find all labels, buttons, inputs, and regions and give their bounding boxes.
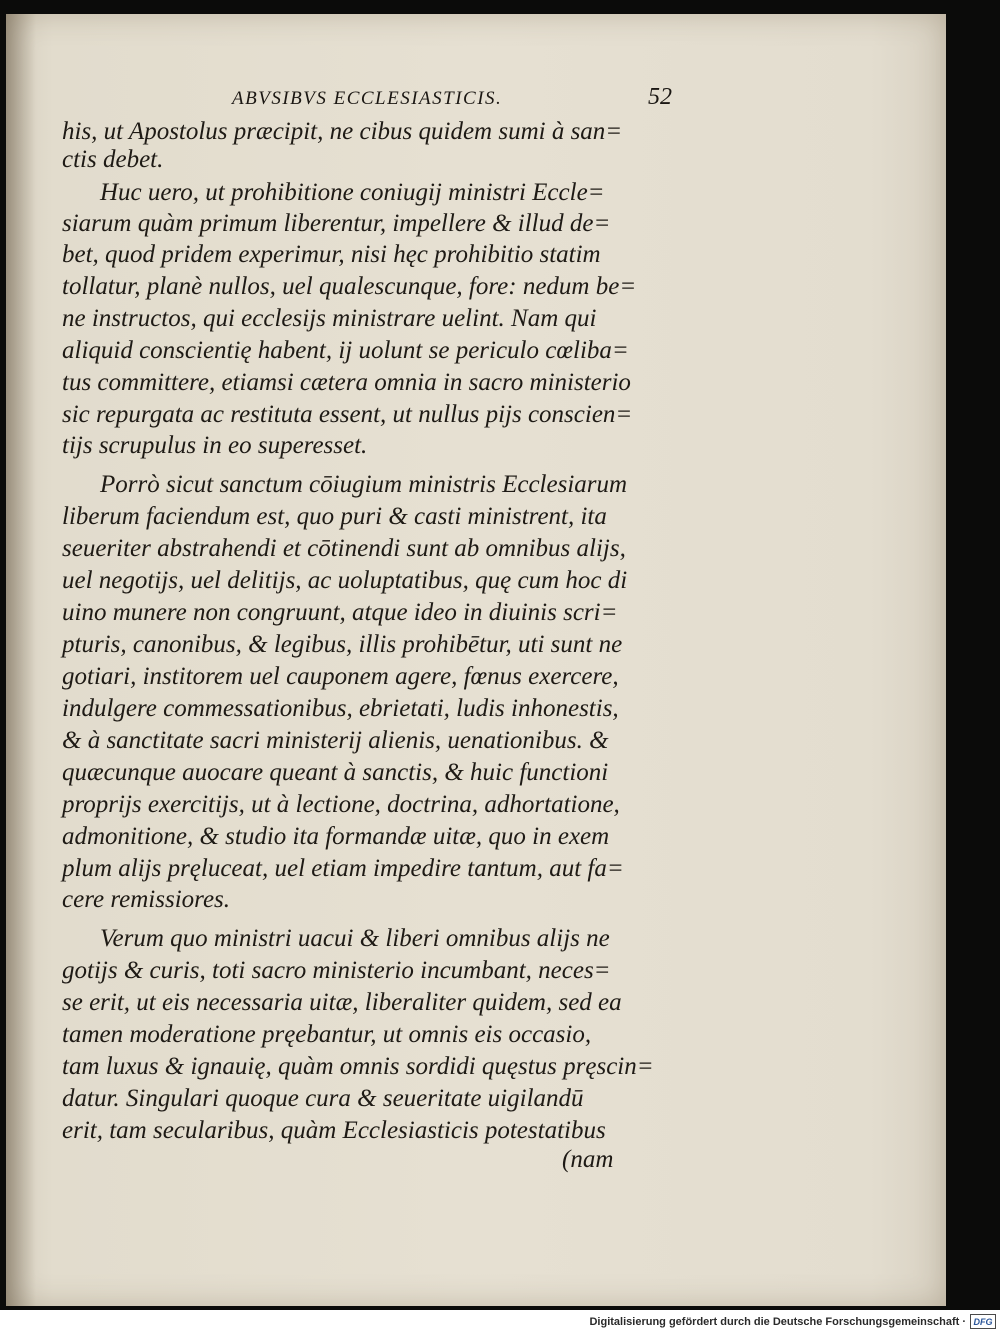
text-line: aliquid conscientię habent, ij uolunt se periculo cœliba= [62,337,629,364]
text-line: datur. Singulari quoque cura & seueritate uigilandū [62,1085,584,1112]
text-line: gotijs & curis, toti sacro ministerio incumbant, neces= [62,957,611,984]
text-line: pturis, canonibus, & legibus, illis prohibētur, uti sunt ne [62,631,623,658]
text-line: sic repurgata ac restituta essent, ut nullus pijs conscien= [62,401,633,428]
funding-credit: Digitalisierung gefördert durch die Deutsche Forschungsgemeinschaft · [589,1316,966,1328]
text-line: tijs scrupulus in eo superesset. [62,432,368,459]
text-line: se erit, ut eis necessaria uitæ, liberaliter quidem, sed ea [62,989,622,1016]
text-line: tus committere, etiamsi cætera omnia in sacro ministerio [62,369,631,396]
text-line: cere remissiores. [62,886,231,913]
text-line: indulgere commessationibus, ebrietati, ludis inhonestis, [62,695,619,722]
text-line: bet, quod pridem experimur, nisi hęc prohibitio statim [62,241,601,268]
text-line: quæcunque auocare queant à sanctis, & huic functioni [62,759,609,786]
text-line: tollatur, planè nullos, uel qualescunque, fore: nedum be= [62,273,637,300]
text-line: Huc uero, ut prohibitione coniugij ministri Eccle= [100,179,605,206]
text-line: ctis debet. [62,146,164,173]
text-line: Porrò sicut sanctum cōiugium ministris Ecclesiarum [100,471,628,498]
page-fold-shadow [6,14,36,1306]
text-line: proprijs exercitijs, ut à lectione, doctrina, adhortatione, [62,791,620,818]
running-head: ABVSIBVS ECCLESIASTICIS. [232,88,503,109]
text-line: uino munere non congruunt, atque ideo in diuinis scri= [62,599,618,626]
text-line: tamen moderatione pręebantur, ut omnis eis occasio, [62,1021,592,1048]
text-line: liberum faciendum est, quo puri & casti ministrent, ita [62,503,607,530]
text-line: gotiari, institorem uel cauponem agere, fœnus exercere, [62,663,619,690]
text-line: & à sanctitate sacri ministerij alienis, uenationibus. & [62,727,609,754]
page-number: 52 [648,84,672,110]
text-line: siarum quàm primum liberentur, impellere & illud de= [62,210,611,237]
text-line: his, ut Apostolus præcipit, ne cibus quidem sumi à san= [62,118,623,145]
text-line: plum alijs pręluceat, uel etiam impedire tantum, aut fa= [62,855,624,882]
text-line: ne instructos, qui ecclesijs ministrare uelint. Nam qui [62,305,597,332]
text-line: erit, tam secularibus, quàm Ecclesiasticis potestatibus [62,1117,606,1144]
text-line: Verum quo ministri uacui & liberi omnibus alijs ne [100,925,610,952]
text-line: admonitione, & studio ita formandæ uitæ, quo in exem [62,823,610,850]
catchword: (nam [562,1146,614,1173]
dfg-logo: DFG [970,1314,996,1329]
text-line: uel negotijs, uel delitijs, ac uoluptatibus, quę cum hoc di [62,567,628,594]
text-line: tam luxus & ignauię, quàm omnis sordidi quęstus pręscin= [62,1053,654,1080]
text-line: seueriter abstrahendi et cōtinendi sunt ab omnibus alijs, [62,535,626,562]
